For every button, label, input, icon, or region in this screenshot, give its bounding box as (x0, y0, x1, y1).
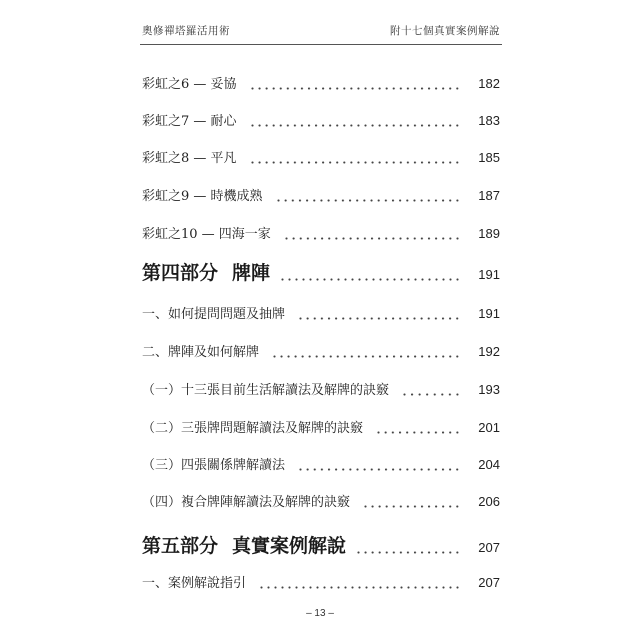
toc-entry-title: （一）十三張目前生活解讀法及解牌的訣竅 (142, 383, 390, 398)
toc-entry (142, 111, 500, 131)
toc-entry (142, 304, 500, 324)
toc-entry-title: 二、牌陣及如何解牌 (142, 345, 260, 360)
running-head-book-title: 奧修禪塔羅活用術 (142, 25, 230, 37)
toc-entry-page: 183 (478, 113, 500, 128)
header-rule (140, 44, 502, 45)
toc-entry-page: 206 (478, 494, 500, 509)
toc-entry-title: 彩虹之10 — 四海一家 (142, 227, 271, 242)
part-title: 真實案例解說 (232, 535, 347, 557)
toc-entry (142, 148, 500, 168)
part-title: 牌陣 (232, 262, 271, 284)
toc-entry-page: 193 (478, 382, 500, 397)
toc-entry-page: 187 (478, 188, 500, 203)
toc-entry-page: 207 (478, 540, 500, 555)
toc-entry (142, 74, 500, 94)
toc-entry (142, 224, 500, 244)
toc-entry-title: 彩虹之7 — 耐心 (142, 114, 237, 129)
toc-entry-title: 一、案例解說指引 (142, 576, 247, 591)
leader-dots (299, 455, 463, 475)
leader-dots (377, 418, 463, 438)
toc-entry-title: （二）三張牌問題解讀法及解牌的訣竅 (142, 421, 364, 436)
toc-entry (142, 573, 500, 593)
leader-dots (285, 224, 463, 244)
toc-part-heading (142, 532, 500, 560)
toc-entry-title: 彩虹之9 — 時機成熟 (142, 189, 263, 204)
leader-dots (281, 259, 463, 287)
toc-part-heading (142, 259, 500, 287)
toc-entry-page: 191 (478, 267, 500, 282)
leader-dots (357, 532, 463, 560)
page-number: – 13 – (306, 608, 334, 619)
toc-entry-page: 192 (478, 344, 500, 359)
leader-dots (260, 573, 463, 593)
leader-dots (251, 74, 464, 94)
toc-entry-page: 201 (478, 420, 500, 435)
leader-dots (273, 342, 463, 362)
toc-entry-title: 一、如何提問問題及抽牌 (142, 307, 286, 322)
toc-entry (142, 380, 500, 400)
toc-entry-title: 彩虹之6 — 妥協 (142, 77, 237, 92)
toc-entry-title: （四）複合牌陣解讀法及解牌的訣竅 (142, 495, 351, 510)
leader-dots (364, 492, 463, 512)
running-head-subtitle: 附十七個真實案例解說 (390, 25, 500, 37)
toc-entry (142, 418, 500, 438)
leader-dots (299, 304, 463, 324)
part-label: 第五部分 (142, 535, 219, 557)
toc-entry-title: 彩虹之8 — 平凡 (142, 151, 237, 166)
leader-dots (251, 148, 464, 168)
toc-entry-page: 191 (478, 306, 500, 321)
toc-entry-page: 185 (478, 150, 500, 165)
toc-entry (142, 492, 500, 512)
toc-entry-page: 204 (478, 457, 500, 472)
toc-entry-page: 182 (478, 76, 500, 91)
leader-dots (403, 380, 463, 400)
part-label: 第四部分 (142, 262, 219, 284)
toc-entry (142, 455, 500, 475)
toc-entry-title: （三）四張關係牌解讀法 (142, 458, 286, 473)
toc-entry (142, 342, 500, 362)
toc-entry-page: 207 (478, 575, 500, 590)
toc-entry-page: 189 (478, 226, 500, 241)
leader-dots (251, 111, 464, 131)
leader-dots (277, 186, 464, 206)
toc-entry (142, 186, 500, 206)
